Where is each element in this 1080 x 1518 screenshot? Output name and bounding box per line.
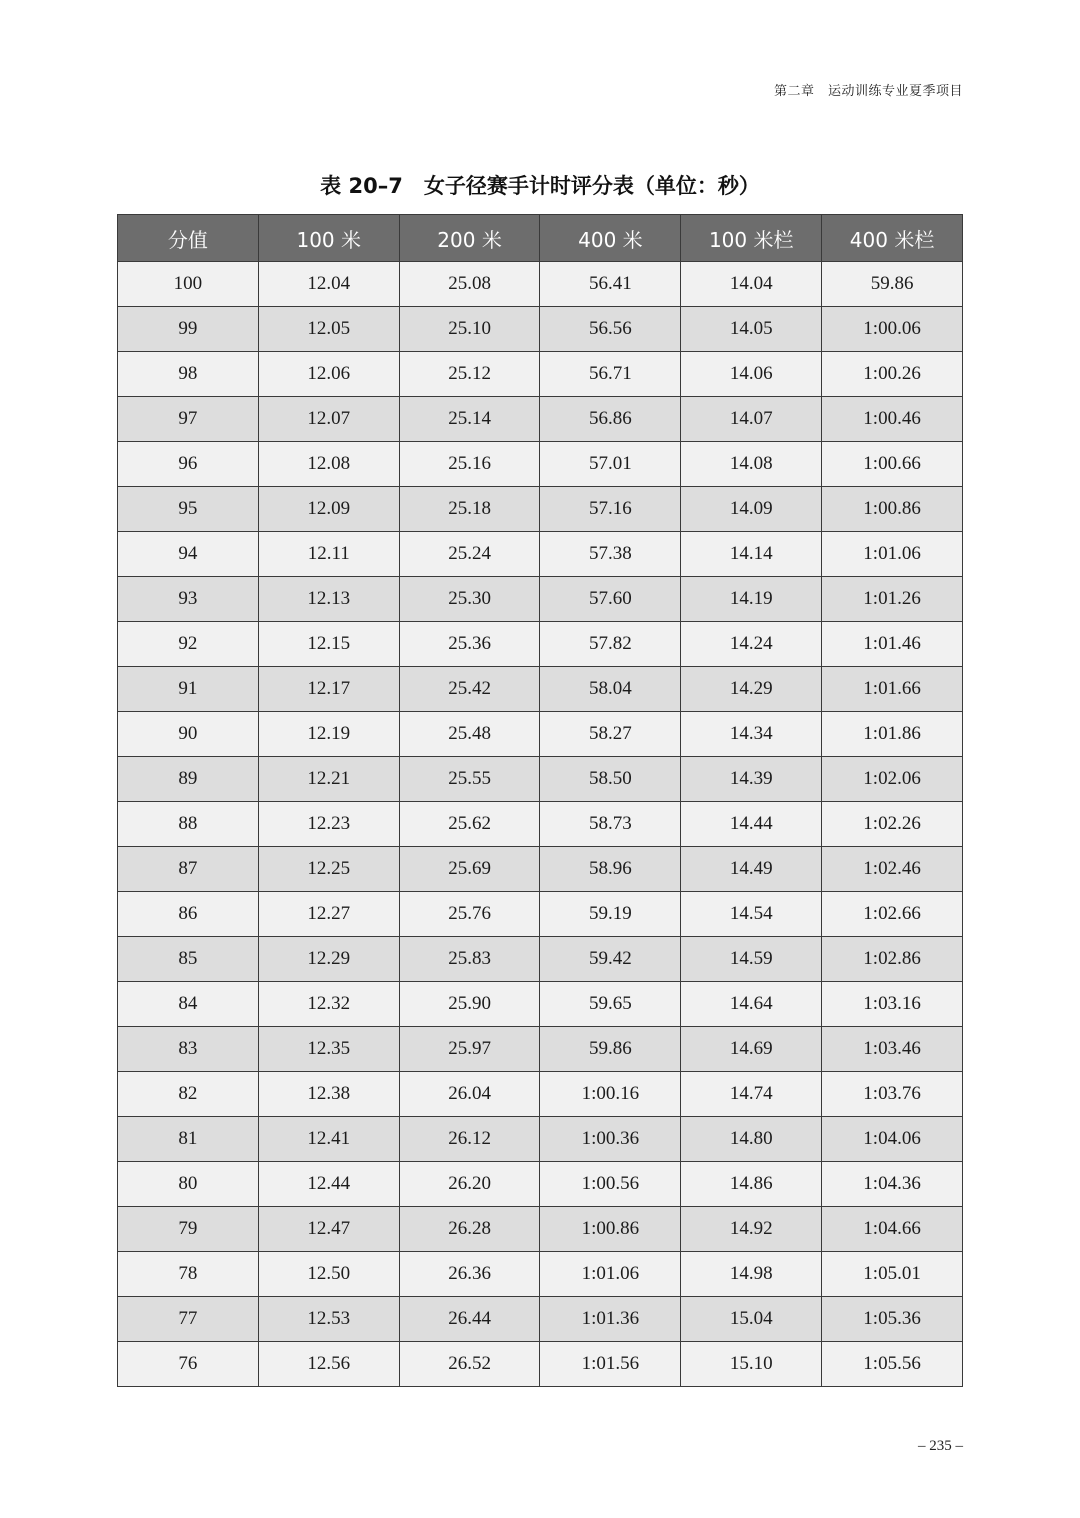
- cell-400m: 1:01.56: [540, 1342, 681, 1387]
- cell-400m-hurdles: 1:01.66: [822, 667, 963, 712]
- cell-100m-hurdles: 14.86: [681, 1162, 822, 1207]
- cell-400m-hurdles: 1:02.66: [822, 892, 963, 937]
- cell-200m: 26.04: [399, 1072, 540, 1117]
- table-row: [118, 532, 963, 577]
- cell-400m-hurdles: 1:02.46: [822, 847, 963, 892]
- cell-400m-hurdles: 1:04.36: [822, 1162, 963, 1207]
- cell-score: 99: [118, 307, 259, 352]
- cell-400m: 57.38: [540, 532, 681, 577]
- cell-400m-hurdles: 1:00.46: [822, 397, 963, 442]
- cell-score: 87: [118, 847, 259, 892]
- cell-100m: 12.04: [258, 262, 399, 307]
- cell-400m-hurdles: 1:03.16: [822, 982, 963, 1027]
- cell-100m-hurdles: 14.74: [681, 1072, 822, 1117]
- cell-400m-hurdles: 1:00.86: [822, 487, 963, 532]
- cell-400m: 58.96: [540, 847, 681, 892]
- cell-400m-hurdles: 1:02.26: [822, 802, 963, 847]
- cell-100m-hurdles: 14.05: [681, 307, 822, 352]
- table-row: [118, 802, 963, 847]
- cell-score: 86: [118, 892, 259, 937]
- cell-score: 84: [118, 982, 259, 1027]
- cell-100m-hurdles: 15.04: [681, 1297, 822, 1342]
- cell-100m-hurdles: 14.24: [681, 622, 822, 667]
- cell-200m: 25.83: [399, 937, 540, 982]
- cell-200m: 25.30: [399, 577, 540, 622]
- table-row: [118, 1342, 963, 1387]
- cell-100m: 12.25: [258, 847, 399, 892]
- cell-100m-hurdles: 14.54: [681, 892, 822, 937]
- cell-100m-hurdles: 15.10: [681, 1342, 822, 1387]
- cell-100m-hurdles: 14.39: [681, 757, 822, 802]
- cell-200m: 25.18: [399, 487, 540, 532]
- cell-400m-hurdles: 1:01.86: [822, 712, 963, 757]
- cell-200m: 25.90: [399, 982, 540, 1027]
- header-row: [118, 215, 963, 262]
- table-title: 表 20–7 女子径赛手计时评分表（单位：秒）: [320, 174, 760, 198]
- cell-100m-hurdles: 14.14: [681, 532, 822, 577]
- cell-100m: 12.50: [258, 1252, 399, 1297]
- table-row: [118, 892, 963, 937]
- cell-400m: 56.71: [540, 352, 681, 397]
- cell-200m: 25.55: [399, 757, 540, 802]
- cell-400m: 57.82: [540, 622, 681, 667]
- cell-100m: 12.32: [258, 982, 399, 1027]
- table-row: [118, 1117, 963, 1162]
- cell-400m: 1:01.06: [540, 1252, 681, 1297]
- cell-100m-hurdles: 14.34: [681, 712, 822, 757]
- cell-100m: 12.13: [258, 577, 399, 622]
- cell-100m-hurdles: 14.64: [681, 982, 822, 1027]
- header-100m: 100 米: [258, 215, 399, 262]
- cell-score: 97: [118, 397, 259, 442]
- cell-200m: 25.14: [399, 397, 540, 442]
- cell-400m: 58.50: [540, 757, 681, 802]
- cell-score: 77: [118, 1297, 259, 1342]
- cell-100m: 12.35: [258, 1027, 399, 1072]
- cell-100m: 12.21: [258, 757, 399, 802]
- cell-score: 89: [118, 757, 259, 802]
- table-row: [118, 1072, 963, 1117]
- table-row: [118, 442, 963, 487]
- table-body: [118, 262, 963, 1387]
- cell-400m-hurdles: 1:05.36: [822, 1297, 963, 1342]
- cell-score: 92: [118, 622, 259, 667]
- cell-score: 93: [118, 577, 259, 622]
- cell-100m-hurdles: 14.29: [681, 667, 822, 712]
- cell-100m-hurdles: 14.49: [681, 847, 822, 892]
- cell-score: 81: [118, 1117, 259, 1162]
- cell-score: 94: [118, 532, 259, 577]
- cell-100m: 12.11: [258, 532, 399, 577]
- cell-400m: 1:00.36: [540, 1117, 681, 1162]
- header-200m: 200 米: [399, 215, 540, 262]
- cell-100m: 12.19: [258, 712, 399, 757]
- header-400m: 400 米: [540, 215, 681, 262]
- cell-400m: 56.86: [540, 397, 681, 442]
- cell-100m: 12.47: [258, 1207, 399, 1252]
- running-head: 第二章 运动训练专业夏季项目: [773, 84, 963, 99]
- table-row: [118, 1297, 963, 1342]
- table-row: [118, 847, 963, 892]
- cell-400m-hurdles: 1:03.46: [822, 1027, 963, 1072]
- cell-400m: 58.27: [540, 712, 681, 757]
- table-row: [118, 622, 963, 667]
- table-row: [118, 397, 963, 442]
- cell-100m: 12.41: [258, 1117, 399, 1162]
- cell-400m: 59.86: [540, 1027, 681, 1072]
- cell-400m-hurdles: 1:01.06: [822, 532, 963, 577]
- cell-100m: 12.53: [258, 1297, 399, 1342]
- cell-400m-hurdles: 1:01.26: [822, 577, 963, 622]
- cell-score: 90: [118, 712, 259, 757]
- cell-400m-hurdles: 1:00.26: [822, 352, 963, 397]
- cell-100m-hurdles: 14.06: [681, 352, 822, 397]
- cell-200m: 25.42: [399, 667, 540, 712]
- table-row: [118, 487, 963, 532]
- cell-score: 78: [118, 1252, 259, 1297]
- cell-score: 91: [118, 667, 259, 712]
- cell-400m: 56.41: [540, 262, 681, 307]
- cell-200m: 25.16: [399, 442, 540, 487]
- cell-400m: 57.60: [540, 577, 681, 622]
- cell-400m-hurdles: 1:05.56: [822, 1342, 963, 1387]
- cell-100m-hurdles: 14.08: [681, 442, 822, 487]
- cell-200m: 25.76: [399, 892, 540, 937]
- cell-400m-hurdles: 1:00.06: [822, 307, 963, 352]
- cell-400m: 56.56: [540, 307, 681, 352]
- cell-200m: 25.69: [399, 847, 540, 892]
- cell-200m: 25.36: [399, 622, 540, 667]
- cell-100m: 12.27: [258, 892, 399, 937]
- cell-400m-hurdles: 1:04.06: [822, 1117, 963, 1162]
- cell-100m-hurdles: 14.04: [681, 262, 822, 307]
- cell-200m: 25.08: [399, 262, 540, 307]
- cell-200m: 26.28: [399, 1207, 540, 1252]
- cell-100m-hurdles: 14.44: [681, 802, 822, 847]
- cell-200m: 25.97: [399, 1027, 540, 1072]
- cell-100m: 12.38: [258, 1072, 399, 1117]
- cell-score: 85: [118, 937, 259, 982]
- cell-200m: 26.44: [399, 1297, 540, 1342]
- cell-score: 80: [118, 1162, 259, 1207]
- cell-100m-hurdles: 14.98: [681, 1252, 822, 1297]
- cell-score: 88: [118, 802, 259, 847]
- cell-400m-hurdles: 59.86: [822, 262, 963, 307]
- cell-100m: 12.09: [258, 487, 399, 532]
- cell-score: 98: [118, 352, 259, 397]
- cell-200m: 26.20: [399, 1162, 540, 1207]
- table-row: [118, 1162, 963, 1207]
- header-100m-hurdles: 100 米栏: [681, 215, 822, 262]
- cell-score: 95: [118, 487, 259, 532]
- score-table: [117, 214, 963, 1387]
- cell-100m: 12.44: [258, 1162, 399, 1207]
- cell-400m: 1:00.86: [540, 1207, 681, 1252]
- cell-100m-hurdles: 14.92: [681, 1207, 822, 1252]
- table-row: [118, 1027, 963, 1072]
- cell-400m-hurdles: 1:00.66: [822, 442, 963, 487]
- cell-100m: 12.05: [258, 307, 399, 352]
- cell-100m: 12.29: [258, 937, 399, 982]
- cell-200m: 25.12: [399, 352, 540, 397]
- cell-400m: 57.16: [540, 487, 681, 532]
- cell-400m-hurdles: 1:03.76: [822, 1072, 963, 1117]
- cell-400m: 1:00.56: [540, 1162, 681, 1207]
- cell-200m: 25.10: [399, 307, 540, 352]
- table-row: [118, 307, 963, 352]
- table-row: [118, 937, 963, 982]
- cell-400m-hurdles: 1:02.86: [822, 937, 963, 982]
- cell-200m: 26.52: [399, 1342, 540, 1387]
- cell-400m-hurdles: 1:02.06: [822, 757, 963, 802]
- cell-200m: 26.12: [399, 1117, 540, 1162]
- cell-score: 82: [118, 1072, 259, 1117]
- cell-score: 79: [118, 1207, 259, 1252]
- cell-400m: 59.42: [540, 937, 681, 982]
- cell-100m: 12.15: [258, 622, 399, 667]
- table-row: [118, 712, 963, 757]
- table-row: [118, 982, 963, 1027]
- cell-100m: 12.07: [258, 397, 399, 442]
- cell-400m: 59.65: [540, 982, 681, 1027]
- cell-200m: 25.24: [399, 532, 540, 577]
- cell-100m: 12.23: [258, 802, 399, 847]
- cell-400m: 58.04: [540, 667, 681, 712]
- cell-400m-hurdles: 1:01.46: [822, 622, 963, 667]
- cell-400m-hurdles: 1:05.01: [822, 1252, 963, 1297]
- cell-400m: 59.19: [540, 892, 681, 937]
- page-number: – 235 –: [918, 1438, 963, 1454]
- table-row: [118, 757, 963, 802]
- cell-200m: 25.62: [399, 802, 540, 847]
- cell-400m-hurdles: 1:04.66: [822, 1207, 963, 1252]
- cell-400m: 57.01: [540, 442, 681, 487]
- cell-100m: 12.08: [258, 442, 399, 487]
- table-row: [118, 1207, 963, 1252]
- cell-score: 100: [118, 262, 259, 307]
- header-400m-hurdles: 400 米栏: [822, 215, 963, 262]
- table-row: [118, 1252, 963, 1297]
- cell-400m: 1:00.16: [540, 1072, 681, 1117]
- cell-100m-hurdles: 14.07: [681, 397, 822, 442]
- cell-100m: 12.06: [258, 352, 399, 397]
- cell-200m: 25.48: [399, 712, 540, 757]
- cell-100m-hurdles: 14.59: [681, 937, 822, 982]
- cell-100m: 12.56: [258, 1342, 399, 1387]
- table-row: [118, 352, 963, 397]
- table-row: [118, 577, 963, 622]
- cell-100m-hurdles: 14.69: [681, 1027, 822, 1072]
- cell-400m: 58.73: [540, 802, 681, 847]
- header-score: 分值: [118, 215, 259, 262]
- cell-score: 83: [118, 1027, 259, 1072]
- cell-200m: 26.36: [399, 1252, 540, 1297]
- cell-100m-hurdles: 14.19: [681, 577, 822, 622]
- table-row: [118, 667, 963, 712]
- cell-100m: 12.17: [258, 667, 399, 712]
- cell-400m: 1:01.36: [540, 1297, 681, 1342]
- table-row: [118, 262, 963, 307]
- cell-100m-hurdles: 14.09: [681, 487, 822, 532]
- cell-score: 76: [118, 1342, 259, 1387]
- cell-100m-hurdles: 14.80: [681, 1117, 822, 1162]
- cell-score: 96: [118, 442, 259, 487]
